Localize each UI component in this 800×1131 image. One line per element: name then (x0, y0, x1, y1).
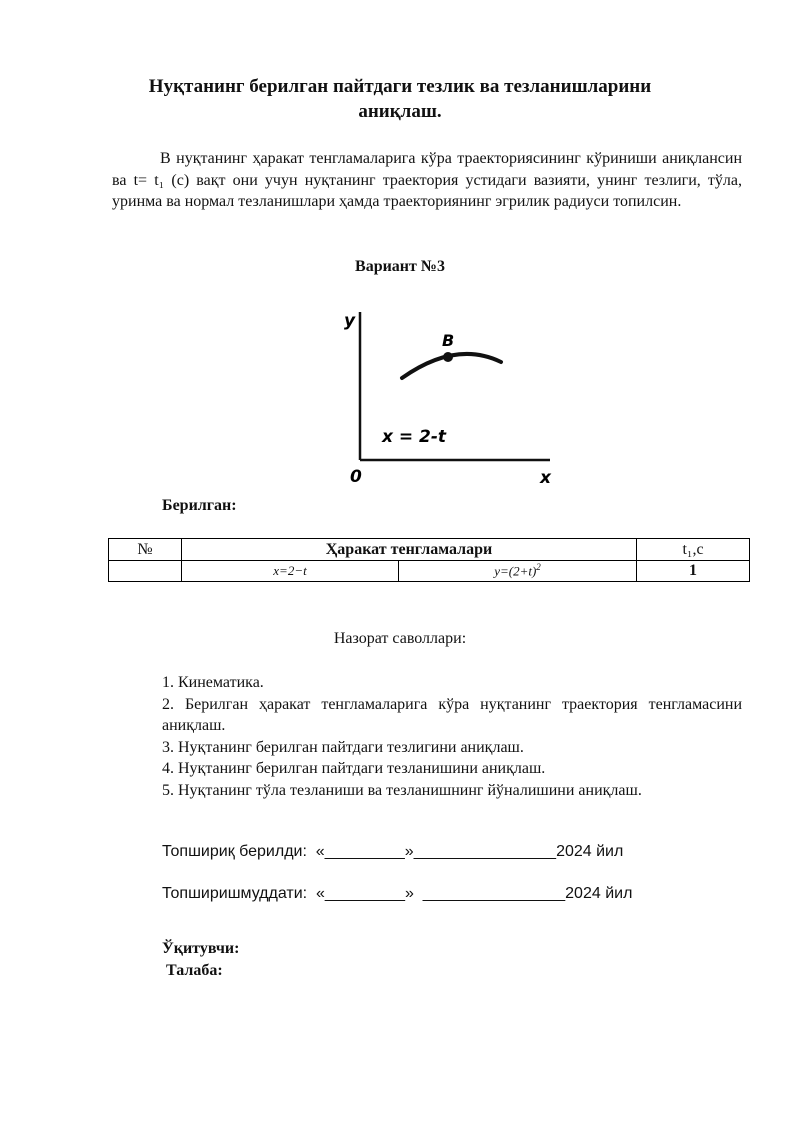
point-b-label: B (442, 331, 455, 350)
table-row (109, 561, 750, 582)
variant-heading: Вариант №3 (355, 258, 445, 275)
trajectory-figure (336, 300, 566, 495)
equations-table (108, 538, 750, 582)
control-questions-list (162, 672, 742, 801)
origin-label: 0 (350, 467, 362, 487)
y-axis-label: y (344, 311, 356, 331)
point-b-marker (443, 352, 453, 362)
equation-y-cell: $y=(2+t)^2$ (399, 561, 637, 582)
equation-x-cell: x=2−t (182, 561, 399, 582)
problem-statement: В нуқтанинг ҳаракат тенгламаларига кўра траекториясининг кўриниши аниқлансин ва t= t₁ (с) вақт они учун нуқтанинг траектория устидаги вазияти, унинг тезлиги, тўла, уринма ва нормал тезланишлари ҳамда траекториянинг эгрилик радиуси топилсин. (112, 150, 742, 210)
list-item: 1. Кинематика. (162, 674, 264, 691)
row-number (109, 561, 182, 582)
list-item: 2. Берилган ҳаракат тенгламаларига кўра нуқтанинг траектория тенгламасини аниқлаш. (162, 695, 742, 734)
trajectory-diagram (336, 300, 566, 490)
t1-value-cell: 1 (637, 561, 750, 582)
assigned-date-line: Топшириқ берилди: «_________»________________2024 йил (162, 843, 624, 860)
table-header-row (109, 539, 750, 561)
deadline-date-line: Топширишмуддати: «_________» ________________2024 йил (162, 885, 633, 902)
page-title: Нуқтанинг берилган пайтдаги тезлик ва тезланишларини аниқлаш. (148, 76, 652, 122)
header-number: № (109, 539, 182, 561)
control-questions-title: Назорат саволлари: (333, 630, 467, 647)
list-item: 5. Нуқтанинг тўла тезланиши ва тезланишнинг йўналишини аниқлаш. (162, 781, 642, 799)
teacher-label: Ўқитувчи: (162, 940, 240, 957)
student-label: Талаба: (166, 962, 223, 979)
list-item: 3. Нуқтанинг берилган пайтдаги тезлигини аниқлаш. (162, 738, 524, 756)
equation-label: x = 2-t (382, 427, 447, 447)
header-equations: Ҳаракат тенгламалари (182, 539, 637, 561)
header-t1: t₁,с (637, 539, 750, 561)
x-axis-label: x (540, 468, 551, 488)
list-item: 4. Нуқтанинг берилган пайтдаги тезланишини аниқлаш. (162, 760, 546, 777)
given-label: Берилган: (162, 497, 237, 514)
